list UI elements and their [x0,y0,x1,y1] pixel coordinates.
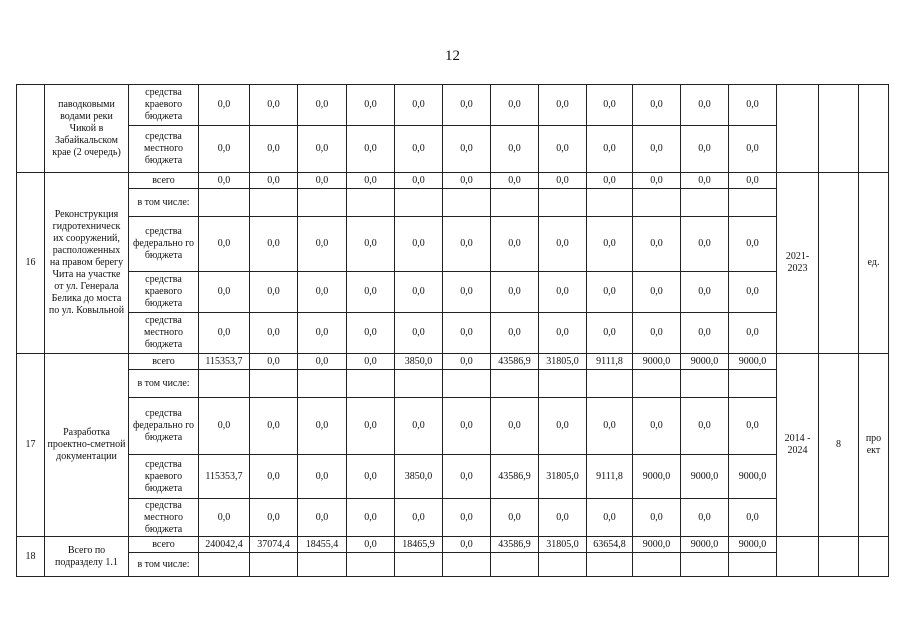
amount-cell: 0,0 [729,217,777,272]
amount-cell: 0,0 [587,217,633,272]
row-number-cell [17,85,45,173]
amount-cell [347,370,395,398]
amount-cell: 0,0 [395,272,443,313]
amount-cell: 0,0 [681,398,729,455]
amount-cell [729,553,777,577]
period-cell: 2021-2023 [777,173,819,354]
amount-cell: 0,0 [443,455,491,499]
amount-cell: 0,0 [199,173,250,189]
amount-cell [298,370,347,398]
amount-cell [298,553,347,577]
table-row [17,455,889,499]
amount-cell [539,370,587,398]
amount-cell: 0,0 [539,173,587,189]
amount-cell: 0,0 [199,272,250,313]
amount-cell: 0,0 [347,272,395,313]
amount-cell: 0,0 [347,173,395,189]
amount-cell [539,189,587,217]
amount-cell: 0,0 [729,398,777,455]
budget-table [16,84,889,577]
amount-cell [587,553,633,577]
amount-cell: 0,0 [633,217,681,272]
amount-cell [587,370,633,398]
amount-cell: 0,0 [587,313,633,354]
table-row [17,189,889,217]
amount-cell: 0,0 [443,272,491,313]
table-row [17,398,889,455]
amount-cell: 43586,9 [491,537,539,553]
amount-cell [681,370,729,398]
amount-cell [199,370,250,398]
amount-cell: 115353,7 [199,354,250,370]
amount-cell: 0,0 [587,272,633,313]
amount-cell: 0,0 [199,499,250,537]
amount-cell: 0,0 [681,85,729,126]
amount-cell: 0,0 [298,354,347,370]
amount-cell: 43586,9 [491,354,539,370]
amount-cell: 0,0 [539,499,587,537]
amount-cell: 0,0 [729,272,777,313]
funding-source-cell: средства федерально го бюджета [129,398,199,455]
amount-cell [199,553,250,577]
amount-cell: 63654,8 [587,537,633,553]
amount-cell [633,553,681,577]
amount-cell: 0,0 [443,499,491,537]
amount-cell: 9000,0 [633,354,681,370]
unit-cell: про ект [859,354,889,537]
amount-cell: 9000,0 [633,455,681,499]
amount-cell: 0,0 [587,85,633,126]
amount-cell: 0,0 [587,398,633,455]
amount-cell: 0,0 [250,173,298,189]
funding-source-cell: средства краевого бюджета [129,85,199,126]
amount-cell: 0,0 [491,126,539,173]
funding-source-cell: средства местного бюджета [129,126,199,173]
amount-cell: 0,0 [298,398,347,455]
amount-cell: 0,0 [729,126,777,173]
funding-source-cell: средства краевого бюджета [129,455,199,499]
amount-cell: 0,0 [443,354,491,370]
amount-cell: 37074,4 [250,537,298,553]
amount-cell: 0,0 [633,313,681,354]
amount-cell [395,189,443,217]
amount-cell [347,189,395,217]
amount-cell: 0,0 [199,313,250,354]
amount-cell: 0,0 [298,126,347,173]
amount-cell: 0,0 [250,455,298,499]
amount-cell: 0,0 [347,313,395,354]
amount-cell: 3850,0 [395,455,443,499]
row-number-cell: 18 [17,537,45,577]
amount-cell [395,370,443,398]
amount-cell: 0,0 [199,398,250,455]
amount-cell: 0,0 [395,499,443,537]
amount-cell: 0,0 [395,173,443,189]
amount-cell: 43586,9 [491,455,539,499]
amount-cell [587,189,633,217]
amount-cell: 0,0 [587,173,633,189]
amount-cell: 0,0 [395,217,443,272]
amount-cell: 0,0 [250,217,298,272]
amount-cell: 0,0 [347,499,395,537]
amount-cell: 0,0 [681,499,729,537]
period-cell [777,537,819,577]
amount-cell: 0,0 [395,398,443,455]
measure-name-cell: Разработка проектно-сметной документации [45,354,129,537]
amount-cell: 0,0 [250,354,298,370]
amount-cell: 0,0 [443,313,491,354]
amount-cell [633,370,681,398]
amount-cell: 0,0 [347,455,395,499]
amount-cell: 0,0 [347,126,395,173]
amount-cell: 9000,0 [729,455,777,499]
amount-cell: 9111,8 [587,354,633,370]
amount-cell [539,553,587,577]
amount-cell [395,553,443,577]
amount-cell: 0,0 [539,398,587,455]
amount-cell: 0,0 [633,85,681,126]
funding-source-cell: средства местного бюджета [129,313,199,354]
amount-cell: 0,0 [587,499,633,537]
amount-cell: 0,0 [539,272,587,313]
table-row [17,537,889,553]
amount-cell: 0,0 [347,354,395,370]
amount-cell: 0,0 [729,499,777,537]
indicator-value-cell [819,537,859,577]
amount-cell: 0,0 [491,85,539,126]
amount-cell: 18465,9 [395,537,443,553]
amount-cell: 0,0 [250,499,298,537]
amount-cell: 0,0 [298,217,347,272]
amount-cell: 31805,0 [539,537,587,553]
amount-cell: 9000,0 [681,354,729,370]
amount-cell: 9111,8 [587,455,633,499]
amount-cell: 0,0 [250,85,298,126]
amount-cell: 0,0 [633,398,681,455]
amount-cell [298,189,347,217]
amount-cell: 0,0 [250,126,298,173]
funding-source-cell: всего [129,173,199,189]
amount-cell: 0,0 [681,272,729,313]
amount-cell: 0,0 [347,537,395,553]
amount-cell: 0,0 [250,272,298,313]
indicator-value-cell [819,173,859,354]
amount-cell: 0,0 [491,313,539,354]
amount-cell: 0,0 [298,313,347,354]
amount-cell: 0,0 [491,173,539,189]
indicator-value-cell [819,85,859,173]
amount-cell: 115353,7 [199,455,250,499]
amount-cell [681,553,729,577]
funding-source-cell: в том числе: [129,553,199,577]
amount-cell: 0,0 [633,272,681,313]
table-row [17,553,889,577]
amount-cell [491,370,539,398]
amount-cell: 0,0 [681,126,729,173]
amount-cell: 0,0 [395,313,443,354]
unit-cell [859,537,889,577]
amount-cell: 0,0 [199,126,250,173]
amount-cell: 0,0 [443,85,491,126]
amount-cell: 0,0 [681,173,729,189]
amount-cell: 0,0 [539,313,587,354]
unit-cell: ед. [859,173,889,354]
amount-cell: 0,0 [729,173,777,189]
amount-cell: 0,0 [347,398,395,455]
amount-cell: 0,0 [298,499,347,537]
amount-cell: 0,0 [491,499,539,537]
amount-cell: 0,0 [443,173,491,189]
amount-cell: 9000,0 [681,455,729,499]
table-row [17,126,889,173]
table-row [17,173,889,189]
amount-cell: 0,0 [199,85,250,126]
period-cell [777,85,819,173]
amount-cell: 0,0 [729,313,777,354]
amount-cell: 0,0 [395,85,443,126]
row-number-cell: 16 [17,173,45,354]
amount-cell: 0,0 [587,126,633,173]
amount-cell [443,189,491,217]
amount-cell: 0,0 [347,217,395,272]
amount-cell: 0,0 [633,499,681,537]
amount-cell: 18455,4 [298,537,347,553]
amount-cell: 0,0 [443,398,491,455]
measure-name-cell: Реконструкция гидротехническ их сооружений, расположенных на правом берегу Чита на участке от ул. Генерала Белика до моста по ул. Ковыльной [45,173,129,354]
amount-cell: 9000,0 [729,354,777,370]
unit-cell [859,85,889,173]
amount-cell: 0,0 [539,85,587,126]
amount-cell: 0,0 [199,217,250,272]
table-row [17,354,889,370]
period-cell: 2014 - 2024 [777,354,819,537]
measure-name-cell: Всего по подразделу 1.1 [45,537,129,577]
amount-cell: 0,0 [298,455,347,499]
amount-cell: 31805,0 [539,354,587,370]
amount-cell: 0,0 [298,173,347,189]
amount-cell [347,553,395,577]
table-row [17,499,889,537]
funding-source-cell: в том числе: [129,189,199,217]
amount-cell: 0,0 [491,398,539,455]
funding-source-cell: средства краевого бюджета [129,272,199,313]
amount-cell [443,370,491,398]
amount-cell: 0,0 [443,126,491,173]
amount-cell [250,370,298,398]
funding-source-cell: средства местного бюджета [129,499,199,537]
table-row [17,313,889,354]
amount-cell: 3850,0 [395,354,443,370]
amount-cell: 0,0 [250,398,298,455]
table-row [17,370,889,398]
amount-cell: 0,0 [250,313,298,354]
amount-cell: 0,0 [298,272,347,313]
amount-cell: 0,0 [395,126,443,173]
amount-cell: 9000,0 [681,537,729,553]
amount-cell [729,189,777,217]
row-number-cell: 17 [17,354,45,537]
funding-source-cell: всего [129,354,199,370]
amount-cell [250,189,298,217]
table-row [17,272,889,313]
amount-cell: 0,0 [539,217,587,272]
indicator-value-cell: 8 [819,354,859,537]
measure-name-cell: паводковыми водами реки Чикой в Забайкальском крае (2 очередь) [45,85,129,173]
amount-cell: 0,0 [681,217,729,272]
amount-cell [443,553,491,577]
funding-source-cell: средства федерально го бюджета [129,217,199,272]
amount-cell [491,189,539,217]
amount-cell [250,553,298,577]
amount-cell [633,189,681,217]
amount-cell: 31805,0 [539,455,587,499]
amount-cell: 0,0 [539,126,587,173]
amount-cell: 240042,4 [199,537,250,553]
amount-cell [199,189,250,217]
amount-cell: 0,0 [729,85,777,126]
amount-cell: 0,0 [633,173,681,189]
amount-cell: 9000,0 [729,537,777,553]
table-row [17,217,889,272]
amount-cell: 0,0 [298,85,347,126]
amount-cell: 0,0 [491,272,539,313]
amount-cell: 0,0 [633,126,681,173]
amount-cell: 0,0 [443,217,491,272]
page-number: 12 [445,48,460,64]
amount-cell: 0,0 [681,313,729,354]
funding-source-cell: в том числе: [129,370,199,398]
amount-cell: 9000,0 [633,537,681,553]
funding-source-cell: всего [129,537,199,553]
amount-cell [729,370,777,398]
table-row [17,85,889,126]
amount-cell [491,553,539,577]
amount-cell [681,189,729,217]
amount-cell: 0,0 [347,85,395,126]
amount-cell: 0,0 [491,217,539,272]
amount-cell: 0,0 [443,537,491,553]
